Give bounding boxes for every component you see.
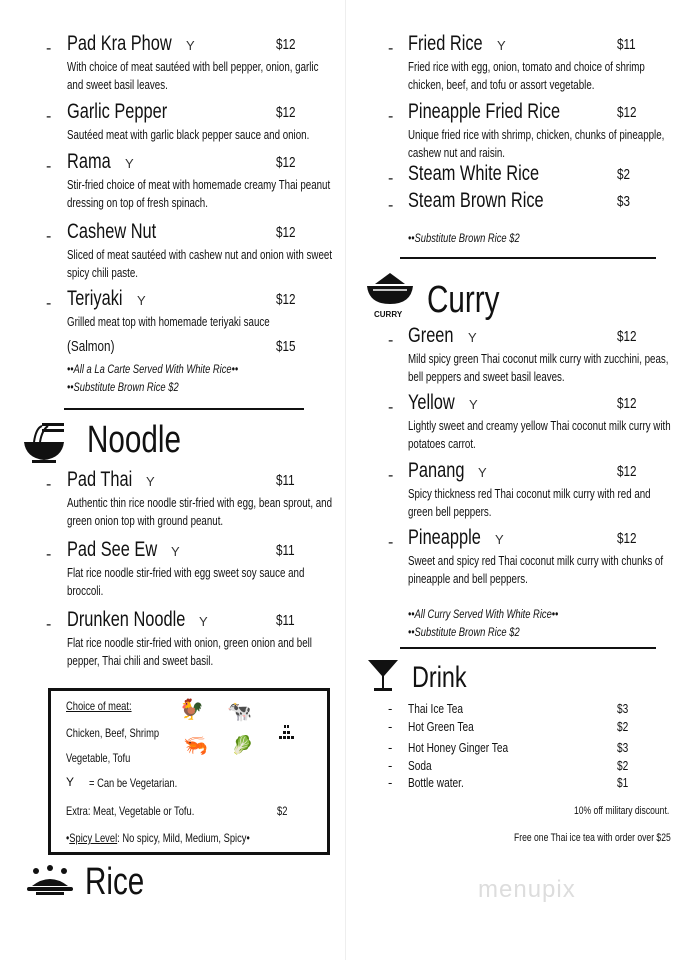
item-dash: - (388, 40, 394, 57)
item-dash: - (46, 108, 52, 125)
drink-dash: - (388, 758, 393, 773)
item-price: $2 (617, 166, 631, 183)
item-description: Sliced of meat sautéed with cashew nut and onion with sweet spicy chili paste. (67, 248, 333, 280)
item-name: Panang (408, 459, 465, 482)
item-sub-name: (Salmon) (67, 338, 115, 355)
section-title-rice: Rice (85, 861, 145, 903)
curry-note: ••Substitute Brown Rice $2 (408, 625, 520, 639)
item-price: $12 (276, 224, 296, 241)
item-price: $12 (617, 328, 637, 345)
item-name: Pineapple Fried Rice (408, 100, 561, 123)
drink-dash: - (388, 775, 393, 790)
section-title-noodle: Noodle (87, 419, 181, 461)
item-price: $12 (617, 104, 637, 121)
item-description: With choice of meat sautéed with bell pepper, onion, garlic and sweet basil leaves. (67, 60, 319, 92)
promo-text: Free one Thai ice tea with order over $25 (514, 832, 671, 844)
item-name: Pineapple (408, 526, 481, 549)
noodle-bowl-icon (20, 420, 68, 464)
shrimp-icon: 🦐 (183, 735, 208, 757)
box-heading: Choice of meat: (66, 699, 132, 713)
item-dash: - (388, 399, 394, 416)
item-dash: - (388, 197, 394, 214)
item-price: $12 (617, 463, 637, 480)
item-price: $12 (617, 395, 637, 412)
item-sub-price: $15 (276, 338, 296, 355)
item-price: $11 (276, 612, 295, 629)
drink-price: $2 (617, 719, 629, 734)
drink-price: $2 (617, 758, 629, 773)
section-title-curry: Curry (427, 279, 500, 321)
divider-line (64, 408, 304, 410)
item-name: Rama (67, 150, 111, 173)
item-description: Stir-fried choice of meat with homemade creamy Thai peanut dressing on top of fresh spinach. (67, 178, 331, 210)
column-divider (345, 0, 346, 960)
item-dash: - (46, 40, 52, 57)
item-description: Unique fried rice with shrimp, chicken, chunks of pineapple, cashew nut and raisin. (408, 128, 665, 160)
watermark: menupix (478, 876, 576, 903)
item-name: Pad See Ew (67, 538, 158, 561)
drink-name: Hot Green Tea (408, 719, 474, 734)
drink-price: $3 (617, 701, 629, 716)
rice-bowl-icon (26, 864, 74, 896)
item-dash: - (46, 616, 52, 633)
item-description: Fried rice with egg, onion, tomato and choice of shrimp chicken, beef, and tofu or assort vegetable. (408, 60, 645, 92)
item-name: Pad Kra Phow (67, 32, 172, 55)
chicken-icon: 🐓 (179, 699, 204, 721)
item-price: $11 (276, 542, 295, 559)
divider-line (400, 647, 656, 649)
drink-price: $1 (617, 775, 629, 790)
extra-label: Extra: Meat, Vegetable or Tofu. (66, 804, 195, 818)
item-price: $12 (617, 530, 637, 547)
item-price: $12 (276, 291, 296, 308)
rice-note: ••Substitute Brown Rice $2 (408, 231, 520, 245)
item-name: Yellow (408, 391, 455, 414)
vegetarian-icon: Y (186, 38, 195, 53)
tofu-icon (277, 723, 297, 743)
veg-options: Vegetable, Tofu (66, 751, 131, 765)
item-name: Drunken Noodle (67, 608, 186, 631)
item-description: Flat rice noodle stir-fried with onion, green onion and bell pepper, Thai chili and sweet basil. (67, 636, 312, 668)
vegetarian-icon: Y (171, 544, 180, 559)
item-name: Green (408, 324, 454, 347)
item-name: Steam Brown Rice (408, 189, 544, 212)
item-dash: - (46, 295, 52, 312)
veg-legend-icon: Y (66, 775, 75, 789)
item-price: $11 (617, 36, 636, 53)
rice-note: ••All a La Carte Served With White Rice•• (67, 362, 239, 376)
cocktail-glass-icon (366, 658, 400, 694)
item-dash: - (388, 467, 394, 484)
curry-icon-label: CURRY (374, 310, 403, 319)
item-price: $3 (617, 193, 631, 210)
drink-name: Bottle water. (408, 775, 464, 790)
vegetarian-icon: Y (495, 532, 504, 547)
curry-bowl-icon (365, 270, 415, 310)
cow-icon: 🐄 (227, 701, 252, 723)
section-title-drink: Drink (412, 661, 467, 694)
item-name: Fried Rice (408, 32, 483, 55)
curry-note: ••All Curry Served With White Rice•• (408, 607, 559, 621)
meat-options: Chicken, Beef, Shrimp (66, 726, 160, 740)
drink-name: Hot Honey Ginger Tea (408, 740, 509, 755)
item-description: Flat rice noodle stir-fried with egg sweet soy sauce and broccoli. (67, 566, 305, 598)
vegetarian-icon: Y (497, 38, 506, 53)
meat-choice-box (48, 688, 330, 855)
item-dash: - (388, 332, 394, 349)
item-name: Teriyaki (67, 287, 123, 310)
item-dash: - (388, 108, 394, 125)
vegetarian-icon: Y (468, 330, 477, 345)
spicy-label: Spicy Level (69, 831, 118, 845)
vegetarian-icon: Y (137, 293, 146, 308)
spicy-level: •Spicy Level: No spicy, Mild, Medium, Spicy• (66, 831, 250, 845)
drink-dash: - (388, 719, 393, 734)
item-dash: - (46, 158, 52, 175)
divider-line (400, 257, 656, 259)
item-name: Cashew Nut (67, 220, 157, 243)
item-dash: - (46, 476, 52, 493)
item-description: Sweet and spicy red Thai coconut milk curry with chunks of pineapple and bell peppers. (408, 554, 664, 586)
spicy-levels: : No spicy, Mild, Medium, Spicy (117, 831, 247, 845)
veg-legend: = Can be Vegetarian. (89, 776, 178, 790)
vegetarian-icon: Y (199, 614, 208, 629)
vegetable-icon: 🥬 (231, 735, 254, 755)
drink-name: Thai Ice Tea (408, 701, 464, 716)
extra-price: $2 (277, 804, 288, 818)
item-dash: - (46, 546, 52, 563)
item-name: Garlic Pepper (67, 100, 168, 123)
vegetarian-icon: Y (146, 474, 155, 489)
item-dash: - (46, 228, 52, 245)
item-dash: - (388, 170, 394, 187)
item-price: $12 (276, 36, 296, 53)
item-name: Steam White Rice (408, 162, 540, 185)
item-description: Grilled meat top with homemade teriyaki sauce (67, 315, 270, 329)
military-discount: 10% off military discount. (574, 805, 670, 817)
drink-dash: - (388, 701, 393, 716)
item-dash: - (388, 534, 394, 551)
rice-note: ••Substitute Brown Rice $2 (67, 380, 179, 394)
item-price: $12 (276, 104, 296, 121)
vegetarian-icon: Y (125, 156, 134, 171)
item-description: Lightly sweet and creamy yellow Thai coconut milk curry with potatoes carrot. (408, 419, 671, 451)
item-price: $11 (276, 472, 295, 489)
vegetarian-icon: Y (478, 465, 487, 480)
item-description: Sautéed meat with garlic black pepper sauce and onion. (67, 128, 310, 142)
drink-price: $3 (617, 740, 629, 755)
item-price: $12 (276, 154, 296, 171)
drink-dash: - (388, 740, 393, 755)
item-description: Spicy thickness red Thai coconut milk curry with red and green bell peppers. (408, 487, 651, 519)
drink-name: Soda (408, 758, 432, 773)
item-description: Authentic thin rice noodle stir-fried with egg, bean sprout, and green onion top with ground peanut. (67, 496, 333, 528)
vegetarian-icon: Y (469, 397, 478, 412)
item-name: Pad Thai (67, 468, 133, 491)
item-description: Mild spicy green Thai coconut milk curry with zucchini, peas, bell peppers and sweet basil leaves. (408, 352, 669, 384)
